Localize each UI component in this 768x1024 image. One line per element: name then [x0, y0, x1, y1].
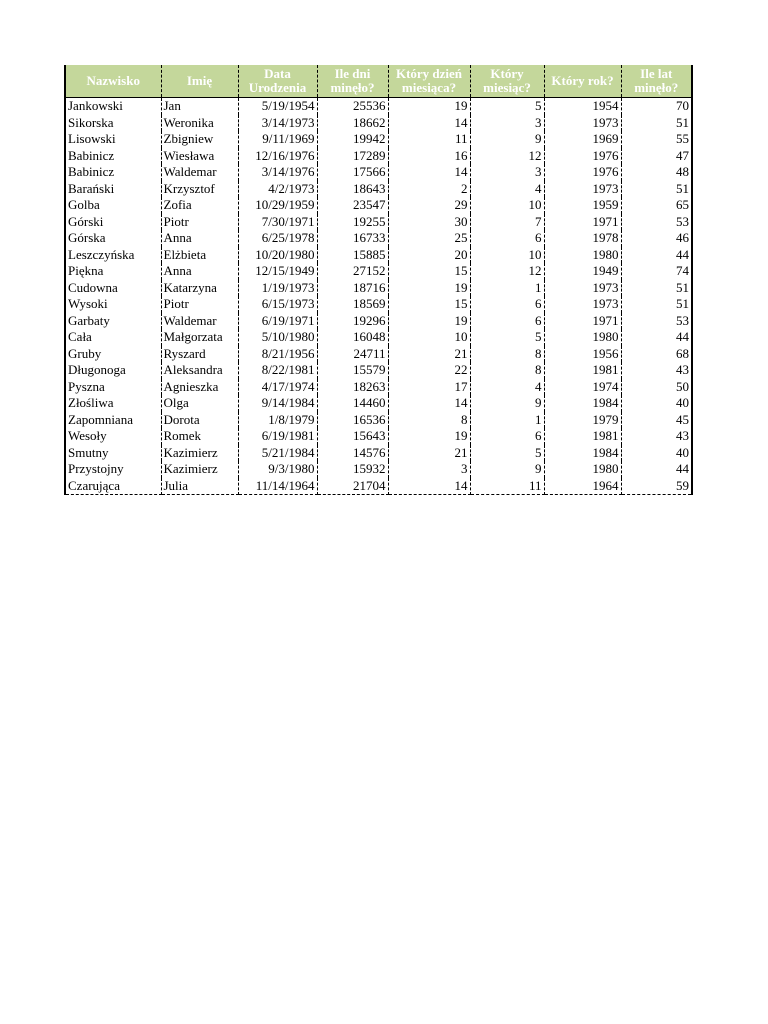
cell-ile-dni: 18662 — [317, 115, 388, 132]
cell-ile-lat: 50 — [621, 379, 692, 396]
cell-ile-lat: 55 — [621, 131, 692, 148]
cell-ile-lat: 51 — [621, 296, 692, 313]
cell-ile-lat: 51 — [621, 181, 692, 198]
cell-nazwisko: Piękna — [65, 263, 161, 280]
cell-data-urodzenia: 5/10/1980 — [238, 329, 317, 346]
cell-data-urodzenia: 4/2/1973 — [238, 181, 317, 198]
cell-miesiac: 10 — [470, 197, 544, 214]
cell-imie: Wiesława — [161, 148, 238, 165]
header-ile-dni: Ile dni minęło? — [317, 65, 388, 98]
cell-ile-lat: 46 — [621, 230, 692, 247]
cell-miesiac: 4 — [470, 181, 544, 198]
cell-miesiac: 6 — [470, 313, 544, 330]
cell-ile-lat: 40 — [621, 395, 692, 412]
cell-data-urodzenia: 6/19/1981 — [238, 428, 317, 445]
cell-miesiac: 6 — [470, 428, 544, 445]
cell-imie: Jan — [161, 98, 238, 115]
table-row — [65, 164, 692, 181]
cell-dzien-miesiaca: 22 — [388, 362, 470, 379]
table-row — [65, 197, 692, 214]
cell-ile-dni: 19255 — [317, 214, 388, 231]
cell-nazwisko: Cudowna — [65, 280, 161, 297]
cell-ile-dni: 18263 — [317, 379, 388, 396]
header-dzien-miesiaca: Który dzień miesiąca? — [388, 65, 470, 98]
cell-miesiac: 11 — [470, 478, 544, 495]
cell-nazwisko: Złośliwa — [65, 395, 161, 412]
table-body — [65, 98, 692, 495]
cell-ile-dni: 16048 — [317, 329, 388, 346]
cell-dzien-miesiaca: 19 — [388, 98, 470, 115]
table-row — [65, 214, 692, 231]
table-row — [65, 131, 692, 148]
table-row — [65, 98, 692, 115]
cell-data-urodzenia: 9/3/1980 — [238, 461, 317, 478]
cell-miesiac: 6 — [470, 296, 544, 313]
cell-dzien-miesiaca: 14 — [388, 395, 470, 412]
spreadsheet-page — [64, 65, 691, 495]
cell-ile-lat: 40 — [621, 445, 692, 462]
cell-ile-dni: 23547 — [317, 197, 388, 214]
table-row — [65, 148, 692, 165]
cell-ile-dni: 18643 — [317, 181, 388, 198]
cell-data-urodzenia: 9/14/1984 — [238, 395, 317, 412]
cell-data-urodzenia: 12/15/1949 — [238, 263, 317, 280]
cell-rok: 1981 — [544, 362, 621, 379]
cell-dzien-miesiaca: 14 — [388, 478, 470, 495]
table-row — [65, 181, 692, 198]
cell-ile-lat: 68 — [621, 346, 692, 363]
header-ile-lat: Ile lat minęło? — [621, 65, 692, 98]
cell-data-urodzenia: 10/29/1959 — [238, 197, 317, 214]
cell-ile-lat: 70 — [621, 98, 692, 115]
cell-dzien-miesiaca: 21 — [388, 445, 470, 462]
cell-rok: 1973 — [544, 115, 621, 132]
cell-rok: 1973 — [544, 296, 621, 313]
cell-ile-dni: 18569 — [317, 296, 388, 313]
cell-ile-lat: 43 — [621, 362, 692, 379]
data-table — [64, 65, 693, 495]
cell-rok: 1978 — [544, 230, 621, 247]
table-row — [65, 247, 692, 264]
cell-ile-dni: 17289 — [317, 148, 388, 165]
cell-rok: 1984 — [544, 445, 621, 462]
cell-nazwisko: Lisowski — [65, 131, 161, 148]
cell-data-urodzenia: 10/20/1980 — [238, 247, 317, 264]
cell-miesiac: 9 — [470, 461, 544, 478]
cell-ile-lat: 65 — [621, 197, 692, 214]
table-row — [65, 296, 692, 313]
cell-ile-dni: 27152 — [317, 263, 388, 280]
cell-ile-lat: 44 — [621, 329, 692, 346]
cell-ile-dni: 14460 — [317, 395, 388, 412]
cell-nazwisko: Golba — [65, 197, 161, 214]
cell-data-urodzenia: 1/19/1973 — [238, 280, 317, 297]
cell-dzien-miesiaca: 21 — [388, 346, 470, 363]
cell-ile-dni: 15579 — [317, 362, 388, 379]
cell-dzien-miesiaca: 17 — [388, 379, 470, 396]
cell-imie: Romek — [161, 428, 238, 445]
cell-ile-dni: 25536 — [317, 98, 388, 115]
cell-ile-dni: 19296 — [317, 313, 388, 330]
table-row — [65, 461, 692, 478]
cell-dzien-miesiaca: 30 — [388, 214, 470, 231]
cell-imie: Ryszard — [161, 346, 238, 363]
cell-imie: Małgorzata — [161, 329, 238, 346]
cell-rok: 1973 — [544, 181, 621, 198]
cell-ile-lat: 53 — [621, 214, 692, 231]
cell-data-urodzenia: 9/11/1969 — [238, 131, 317, 148]
cell-dzien-miesiaca: 19 — [388, 428, 470, 445]
cell-data-urodzenia: 6/19/1971 — [238, 313, 317, 330]
cell-imie: Elżbieta — [161, 247, 238, 264]
cell-data-urodzenia: 5/21/1984 — [238, 445, 317, 462]
cell-ile-lat: 53 — [621, 313, 692, 330]
cell-ile-dni: 15932 — [317, 461, 388, 478]
table-row — [65, 445, 692, 462]
cell-imie: Zofia — [161, 197, 238, 214]
cell-imie: Olga — [161, 395, 238, 412]
cell-rok: 1973 — [544, 280, 621, 297]
cell-miesiac: 12 — [470, 148, 544, 165]
cell-rok: 1969 — [544, 131, 621, 148]
cell-ile-lat: 51 — [621, 280, 692, 297]
cell-imie: Krzysztof — [161, 181, 238, 198]
cell-ile-lat: 48 — [621, 164, 692, 181]
cell-ile-dni: 16536 — [317, 412, 388, 429]
cell-dzien-miesiaca: 11 — [388, 131, 470, 148]
cell-miesiac: 7 — [470, 214, 544, 231]
cell-data-urodzenia: 11/14/1964 — [238, 478, 317, 495]
cell-nazwisko: Cała — [65, 329, 161, 346]
cell-rok: 1971 — [544, 313, 621, 330]
cell-data-urodzenia: 8/22/1981 — [238, 362, 317, 379]
cell-miesiac: 3 — [470, 164, 544, 181]
cell-miesiac: 9 — [470, 131, 544, 148]
cell-ile-dni: 17566 — [317, 164, 388, 181]
cell-data-urodzenia: 6/25/1978 — [238, 230, 317, 247]
cell-rok: 1980 — [544, 461, 621, 478]
cell-ile-dni: 18716 — [317, 280, 388, 297]
cell-rok: 1956 — [544, 346, 621, 363]
cell-miesiac: 1 — [470, 280, 544, 297]
table-row — [65, 346, 692, 363]
cell-imie: Piotr — [161, 296, 238, 313]
cell-rok: 1976 — [544, 164, 621, 181]
cell-ile-lat: 59 — [621, 478, 692, 495]
cell-dzien-miesiaca: 2 — [388, 181, 470, 198]
cell-rok: 1979 — [544, 412, 621, 429]
cell-miesiac: 12 — [470, 263, 544, 280]
cell-nazwisko: Zapomniana — [65, 412, 161, 429]
cell-data-urodzenia: 8/21/1956 — [238, 346, 317, 363]
cell-nazwisko: Jankowski — [65, 98, 161, 115]
cell-rok: 1949 — [544, 263, 621, 280]
cell-miesiac: 8 — [470, 346, 544, 363]
cell-miesiac: 10 — [470, 247, 544, 264]
cell-ile-dni: 24711 — [317, 346, 388, 363]
cell-imie: Anna — [161, 263, 238, 280]
cell-data-urodzenia: 5/19/1954 — [238, 98, 317, 115]
cell-ile-lat: 74 — [621, 263, 692, 280]
cell-rok: 1984 — [544, 395, 621, 412]
cell-ile-lat: 44 — [621, 461, 692, 478]
cell-miesiac: 9 — [470, 395, 544, 412]
cell-nazwisko: Gruby — [65, 346, 161, 363]
table-row — [65, 428, 692, 445]
cell-imie: Waldemar — [161, 164, 238, 181]
header-miesiac: Który miesiąc? — [470, 65, 544, 98]
cell-nazwisko: Wesoły — [65, 428, 161, 445]
cell-rok: 1980 — [544, 329, 621, 346]
cell-miesiac: 5 — [470, 445, 544, 462]
cell-imie: Anna — [161, 230, 238, 247]
cell-miesiac: 5 — [470, 329, 544, 346]
cell-rok: 1974 — [544, 379, 621, 396]
cell-nazwisko: Górski — [65, 214, 161, 231]
cell-nazwisko: Przystojny — [65, 461, 161, 478]
cell-imie: Kazimierz — [161, 445, 238, 462]
cell-ile-dni: 15643 — [317, 428, 388, 445]
header-rok: Który rok? — [544, 65, 621, 98]
cell-nazwisko: Barański — [65, 181, 161, 198]
cell-dzien-miesiaca: 20 — [388, 247, 470, 264]
cell-dzien-miesiaca: 15 — [388, 296, 470, 313]
cell-dzien-miesiaca: 14 — [388, 115, 470, 132]
cell-imie: Weronika — [161, 115, 238, 132]
cell-imie: Piotr — [161, 214, 238, 231]
table-row — [65, 412, 692, 429]
cell-rok: 1980 — [544, 247, 621, 264]
table-row — [65, 478, 692, 495]
cell-ile-lat: 47 — [621, 148, 692, 165]
cell-data-urodzenia: 3/14/1976 — [238, 164, 317, 181]
cell-ile-lat: 51 — [621, 115, 692, 132]
cell-nazwisko: Babinicz — [65, 148, 161, 165]
cell-miesiac: 6 — [470, 230, 544, 247]
cell-imie: Aleksandra — [161, 362, 238, 379]
cell-dzien-miesiaca: 25 — [388, 230, 470, 247]
cell-data-urodzenia: 1/8/1979 — [238, 412, 317, 429]
table-row — [65, 329, 692, 346]
cell-dzien-miesiaca: 29 — [388, 197, 470, 214]
cell-rok: 1971 — [544, 214, 621, 231]
cell-dzien-miesiaca: 8 — [388, 412, 470, 429]
cell-miesiac: 4 — [470, 379, 544, 396]
cell-ile-lat: 44 — [621, 247, 692, 264]
cell-imie: Kazimierz — [161, 461, 238, 478]
table-row — [65, 362, 692, 379]
table-row — [65, 280, 692, 297]
cell-rok: 1959 — [544, 197, 621, 214]
cell-dzien-miesiaca: 16 — [388, 148, 470, 165]
cell-imie: Waldemar — [161, 313, 238, 330]
cell-nazwisko: Garbaty — [65, 313, 161, 330]
cell-rok: 1954 — [544, 98, 621, 115]
cell-data-urodzenia: 3/14/1973 — [238, 115, 317, 132]
cell-imie: Julia — [161, 478, 238, 495]
cell-ile-dni: 19942 — [317, 131, 388, 148]
cell-miesiac: 5 — [470, 98, 544, 115]
cell-dzien-miesiaca: 14 — [388, 164, 470, 181]
header-imie: Imię — [161, 65, 238, 98]
cell-dzien-miesiaca: 19 — [388, 280, 470, 297]
cell-nazwisko: Sikorska — [65, 115, 161, 132]
table-row — [65, 263, 692, 280]
cell-data-urodzenia: 7/30/1971 — [238, 214, 317, 231]
cell-data-urodzenia: 4/17/1974 — [238, 379, 317, 396]
cell-ile-dni: 15885 — [317, 247, 388, 264]
cell-nazwisko: Pyszna — [65, 379, 161, 396]
cell-dzien-miesiaca: 19 — [388, 313, 470, 330]
cell-imie: Agnieszka — [161, 379, 238, 396]
cell-rok: 1964 — [544, 478, 621, 495]
cell-ile-dni: 21704 — [317, 478, 388, 495]
header-row — [65, 65, 692, 98]
cell-miesiac: 8 — [470, 362, 544, 379]
cell-nazwisko: Długonoga — [65, 362, 161, 379]
header-data-urodzenia: Data Urodzenia — [238, 65, 317, 98]
cell-miesiac: 1 — [470, 412, 544, 429]
table-row — [65, 379, 692, 396]
cell-nazwisko: Czarująca — [65, 478, 161, 495]
cell-dzien-miesiaca: 15 — [388, 263, 470, 280]
cell-nazwisko: Górska — [65, 230, 161, 247]
table-header — [65, 65, 692, 98]
cell-nazwisko: Babinicz — [65, 164, 161, 181]
cell-ile-dni: 16733 — [317, 230, 388, 247]
cell-dzien-miesiaca: 3 — [388, 461, 470, 478]
cell-imie: Katarzyna — [161, 280, 238, 297]
cell-data-urodzenia: 12/16/1976 — [238, 148, 317, 165]
cell-data-urodzenia: 6/15/1973 — [238, 296, 317, 313]
cell-nazwisko: Leszczyńska — [65, 247, 161, 264]
cell-imie: Zbigniew — [161, 131, 238, 148]
cell-imie: Dorota — [161, 412, 238, 429]
cell-miesiac: 3 — [470, 115, 544, 132]
table-row — [65, 230, 692, 247]
table-row — [65, 115, 692, 132]
cell-dzien-miesiaca: 10 — [388, 329, 470, 346]
cell-ile-lat: 43 — [621, 428, 692, 445]
header-nazwisko: Nazwisko — [65, 65, 161, 98]
cell-ile-dni: 14576 — [317, 445, 388, 462]
cell-nazwisko: Smutny — [65, 445, 161, 462]
table-row — [65, 395, 692, 412]
table-row — [65, 313, 692, 330]
cell-nazwisko: Wysoki — [65, 296, 161, 313]
cell-rok: 1976 — [544, 148, 621, 165]
cell-rok: 1981 — [544, 428, 621, 445]
cell-ile-lat: 45 — [621, 412, 692, 429]
